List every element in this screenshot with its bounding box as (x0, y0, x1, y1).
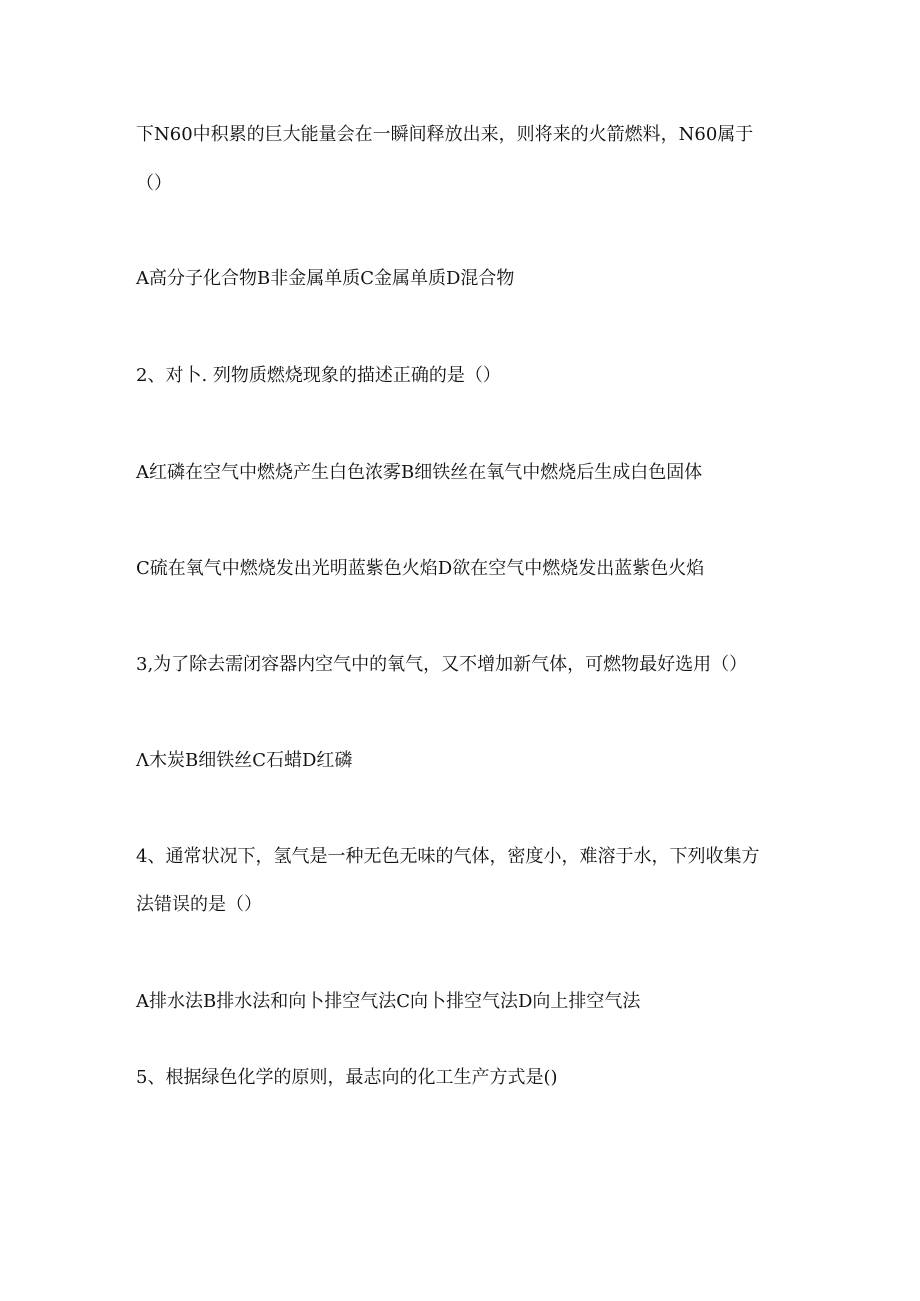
question-4-stem-line-2: 法错误的是（） (136, 894, 262, 915)
question-5-stem: 5、根据绿色化学的原则，最志向的化工生产方式是() (136, 1067, 558, 1088)
question-4-stem-line-1: 4、通常状况下，氢气是一种无色无味的气体，密度小，难溶于水，下列收集方 (136, 846, 760, 867)
question-2-options-cd: C硫在氧气中燃烧发出光明蓝紫色火焰D欲在空气中燃烧发出蓝紫色火焰 (136, 558, 705, 579)
question-1-options: A高分子化合物B非金属单质C金属单质D混合物 (136, 268, 515, 289)
question-2-stem: 2、对卜. 列物质燃烧现象的描述正确的是（） (136, 365, 501, 386)
question-2-options-ab: A红磷在空气中燃烧产生白色浓雾B细铁丝在氧气中燃烧后生成白色固体 (136, 462, 703, 483)
question-3-options: Λ木炭B细铁丝C石蜡D红磷 (136, 750, 353, 771)
question-3-stem: 3,为了除去需闭容器内空气中的氧气，又不增加新气体，可燃物最好选用（） (136, 654, 748, 675)
question-1-stem-line-1: 下N60中积累的巨大能量会在一瞬间释放出来，则将来的火箭燃料，N60属于 (136, 124, 754, 145)
question-1-stem-line-2: （） (136, 173, 172, 194)
question-4-options: A排水法B排水法和向卜排空气法C向卜排空气法D向上排空气法 (136, 991, 641, 1012)
